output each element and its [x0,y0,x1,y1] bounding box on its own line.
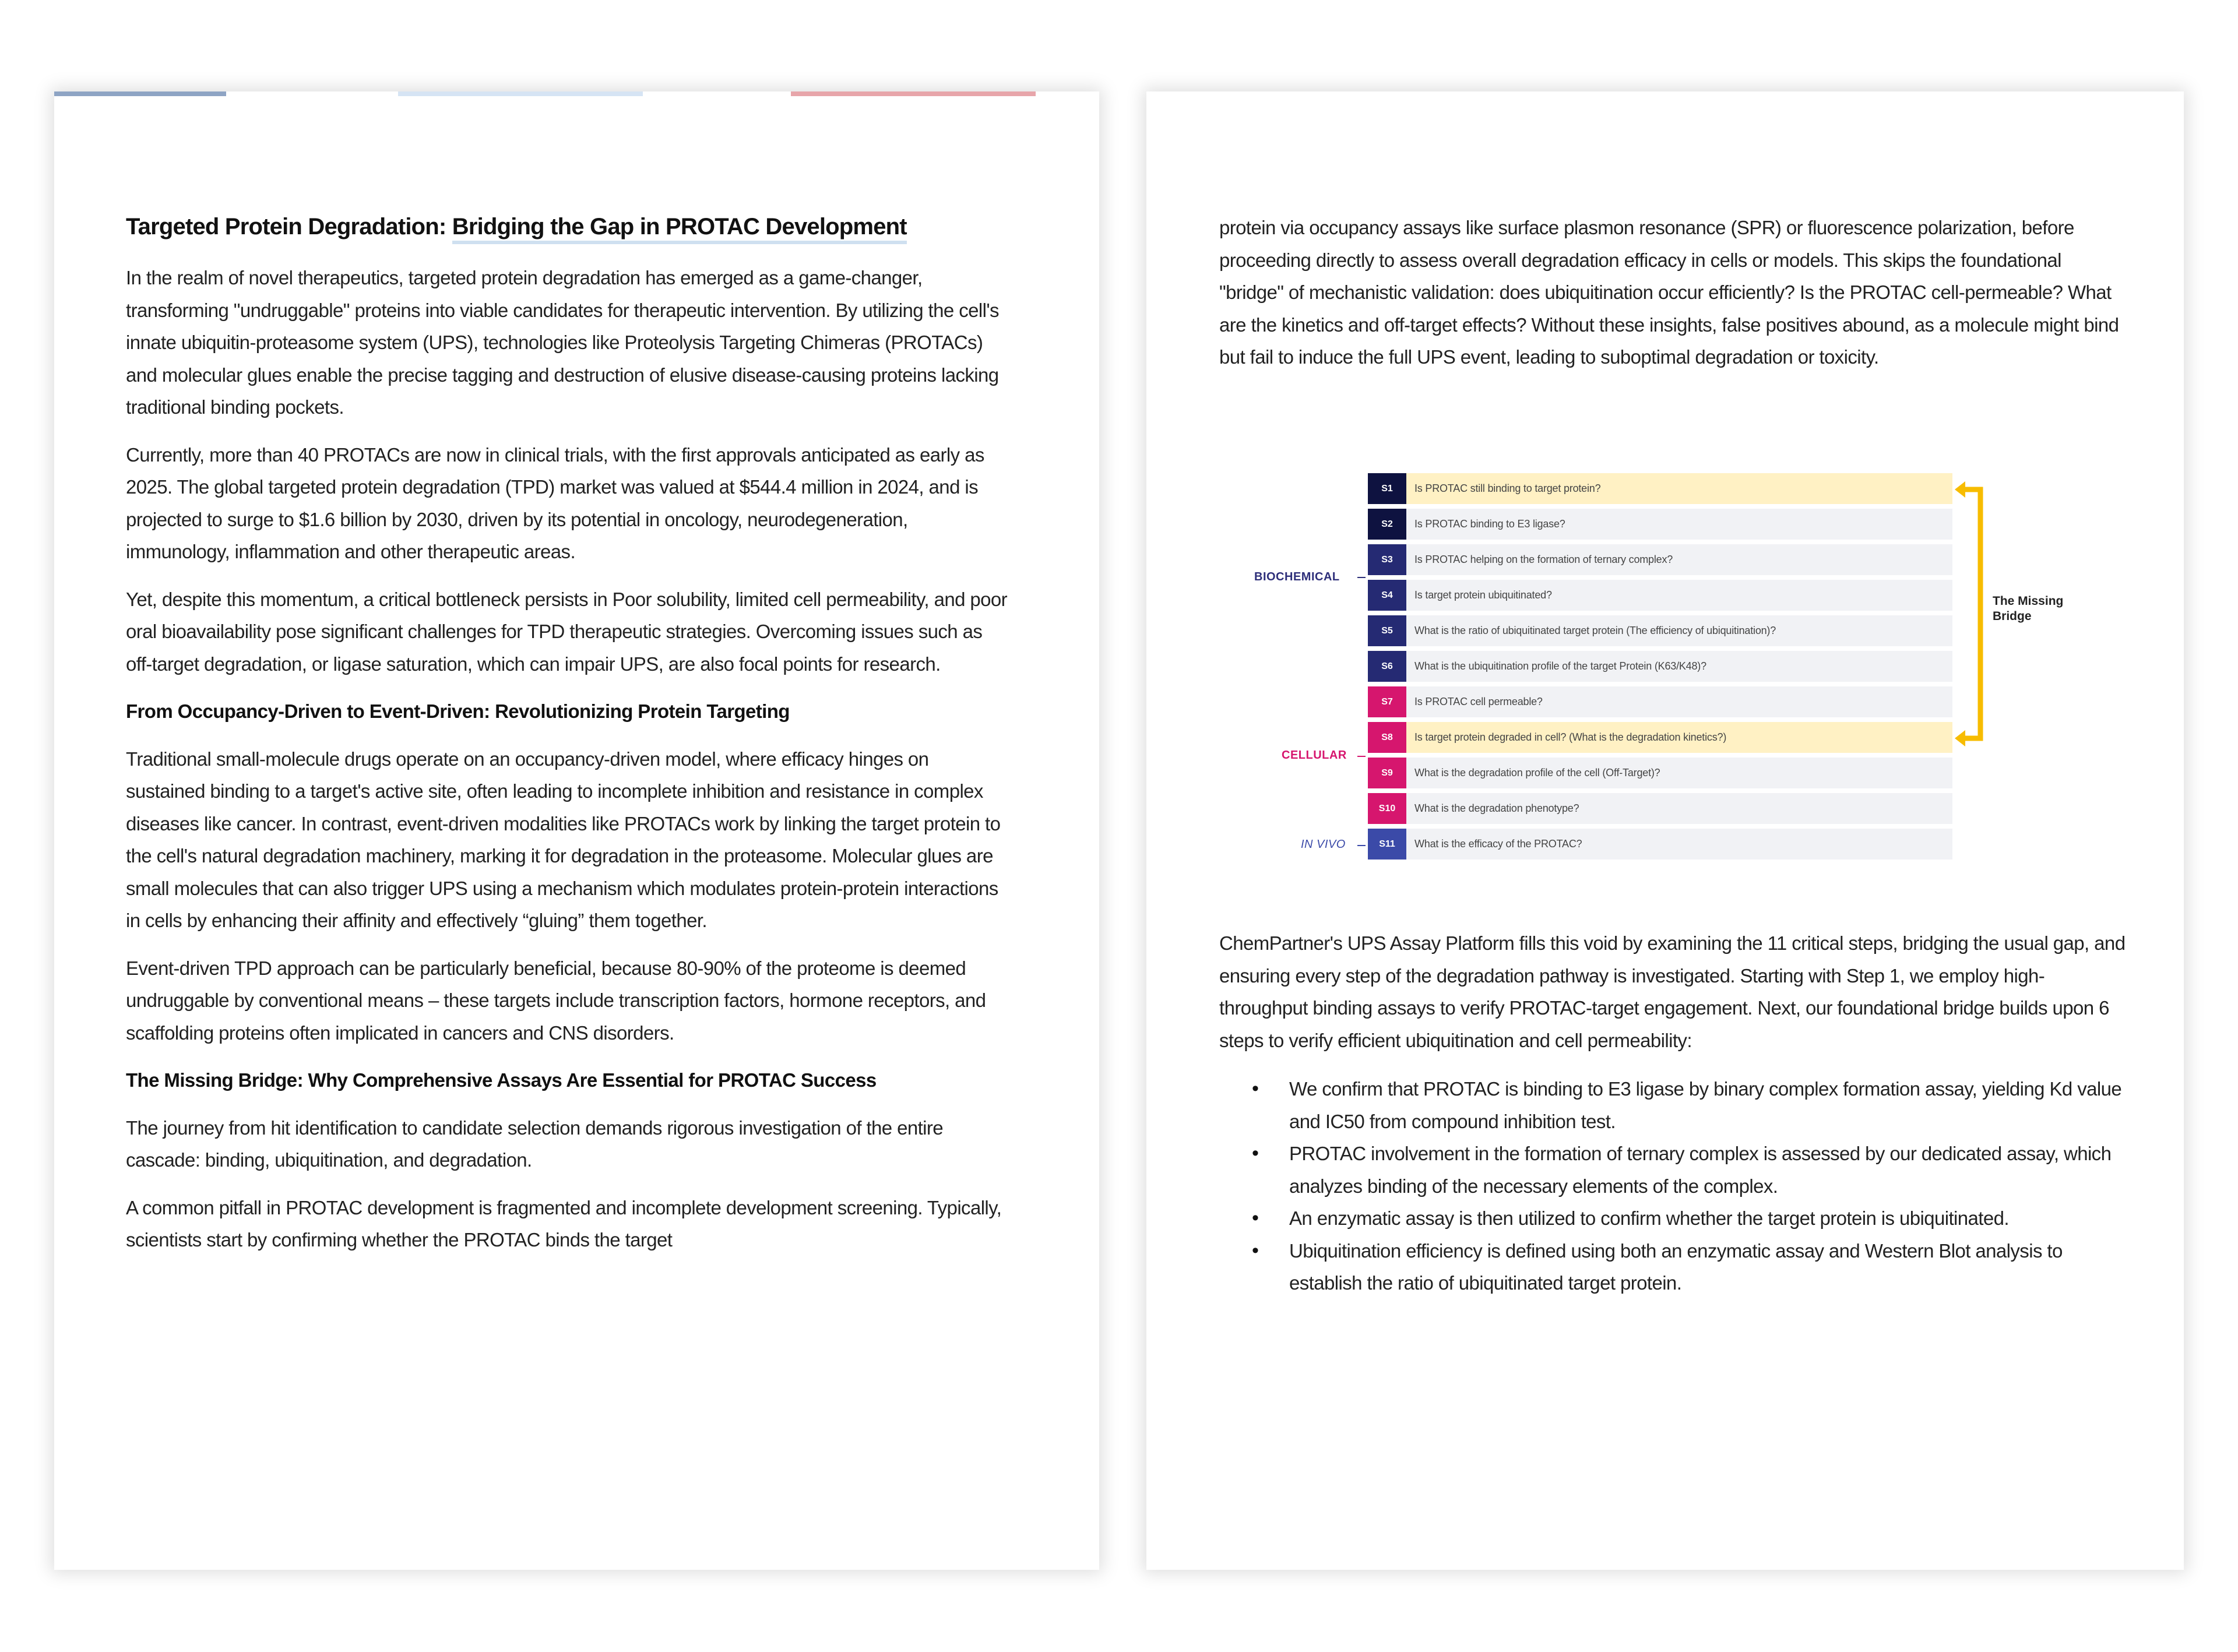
step-badge: S4 [1368,580,1406,611]
group-connector [1357,845,1366,846]
step-text: What is the ubiquitination profile of the target Protein (K63/K48)? [1414,660,1706,672]
bullet-item: • PROTAC involvement in the formation of ternary complex is assessed by our dedicated assay, which analyzes binding of the necessary elements of the complex. [1289,1137,2128,1202]
step-badge: S9 [1368,758,1406,788]
group-connector [1357,577,1366,578]
group-label-in-vivo: IN VIVO [1301,838,1346,851]
step-text: Is PROTAC binding to E3 ligase? [1414,518,1565,530]
paragraph: Currently, more than 40 PROTACs are now in clinical trials, with the first approvals anticipated as early as 2025. The global targeted protein degradation (TPD) market was valued at $544.4 million in 2024, and is projected to surge to $1.6 billion by 2030, driven by its potential in oncology, neurodegeneration, immunology, inflammation and other therapeutic areas. [126,443,984,562]
step-text: What is the efficacy of the PROTAC? [1414,838,1582,850]
section-heading: From Occupancy-Driven to Event-Driven: Revolutionizing Protein Targeting [126,700,790,722]
paragraph: In the realm of novel therapeutics, targeted protein degradation has emerged as a game-changer, transforming "undruggable" proteins into viable candidates for therapeutic intervention. By utilizing the cell's innate ubiquitin-proteasome system (UPS), technologies like Proteolysis Targeting Chimeras (PROTACs) and molecular glues enable the precise tagging and destruction of elusive disease-causing proteins lacking traditional binding pockets. [126,267,999,418]
step-badge: S8 [1368,722,1406,753]
step-text: Is PROTAC helping on the formation of ternary complex? [1414,554,1673,565]
group-label-cellular: CELLULAR [1282,749,1347,762]
paragraph: ChemPartner's UPS Assay Platform fills this void by examining the 11 critical steps, bridging the usual gap, and ensuring every step of the degradation pathway is investigated. Starting with Step 1, we employ high-throughput binding assays to verify PROTAC-target engagement. Next, our foundational bridge builds upon 6 steps to verify efficient ubiquitination and cell permeability: [1219,932,2126,1051]
step-row-s5 [1368,615,1952,646]
bridge-label-line: Bridge [1993,610,2032,623]
step-row-s7 [1368,686,1952,717]
document-page-2 [1146,91,2184,1570]
paragraph: Traditional small-molecule drugs operate on an occupancy-driven model, where efficacy hinges on sustained binding to a target's active site, often leading to incomplete inhibition and resistance in complex diseases like cancer. In contrast, event-driven modalities like PROTACs work by linking the target protein to the cell's natural degradation machinery, marking it for degradation in the proteasome. Molecular glues are small molecules that can also trigger UPS using a mechanism which modulates protein-protein interactions in cells by enhancing their affinity and effectively “gluing” them together. [126,748,1001,931]
assay-steps-diagram [1146,91,2184,851]
page-title [126,214,907,240]
step-badge: S7 [1368,686,1406,717]
header-color-bar-red [791,91,1036,96]
step-badge: S5 [1368,615,1406,646]
bridge-label-line: The Missing [1993,594,2064,608]
step-text: Is target protein degraded in cell? (What is the degradation kinetics?) [1414,731,1727,743]
step-text: Is PROTAC cell permeable? [1414,696,1543,707]
title-accent: Bridging the Gap in PROTAC Development [452,214,907,244]
step-badge: S1 [1368,473,1406,504]
step-row-s8 [1368,722,1952,753]
step-row-s11 [1368,829,1952,860]
bullet-item: • Ubiquitination efficiency is defined using both an enzymatic assay and Western Blot analysis to establish the ratio of ubiquitinated target protein. [1289,1235,2128,1299]
body-text-column [126,262,1012,1271]
paragraph: The journey from hit identification to candidate selection demands rigorous investigation of the entire cascade: binding, ubiquitination, and degradation. [126,1116,944,1171]
bullet-item: • An enzymatic assay is then utilized to confirm whether the target protein is ubiquitinated. [1289,1202,2128,1235]
step-text: What is the degradation profile of the cell (Off-Target)? [1414,767,1660,779]
step-row-s2 [1368,509,1952,540]
step-text: What is the ratio of ubiquitinated target protein (The efficiency of ubiquitination)? [1414,625,1776,636]
section-heading: The Missing Bridge: Why Comprehensive Assays Are Essential for PROTAC Success [126,1069,877,1091]
step-badge: S2 [1368,509,1406,540]
title-prefix: Targeted Protein Degradation: [126,214,452,239]
step-badge: S3 [1368,544,1406,575]
step-row-s4 [1368,580,1952,611]
step-text: Is PROTAC still binding to target protein? [1414,482,1601,494]
missing-bridge-bracket-icon [1954,479,1989,759]
group-connector [1357,756,1366,757]
paragraph: A common pitfall in PROTAC development is fragmented and incomplete development screening. Typically, scientists start by confirming whether the PROTAC binds the target [126,1196,1002,1251]
header-color-bar-lightblue [398,91,643,96]
missing-bridge-label [1993,594,2063,624]
step-text: What is the degradation phenotype? [1414,802,1579,814]
step-row-s3 [1368,544,1952,575]
paragraph: protein via occupancy assays like surface plasmon resonance (SPR) or fluorescence polarization, before proceeding directly to assess overall degradation efficacy in cells or models. This skips the foundational "bridge" of mechanistic validation: does ubiquitination occur efficiently? Is the PROTAC cell-permeable? What are the kinetics and off-target effects? Without these insights, false positives abound, as a molecule might bind but fail to induce the full UPS event, leading to suboptimal degradation or toxicity. [1219,217,2119,368]
step-badge: S6 [1368,651,1406,682]
step-text: Is target protein ubiquitinated? [1414,589,1552,601]
group-label-biochemical: BIOCHEMICAL [1254,570,1340,583]
document-page-1 [54,91,1099,1570]
platform-text [1219,927,2128,1299]
step-row-s9 [1368,758,1952,788]
step-badge: S10 [1368,793,1406,824]
step-row-s1 [1368,473,1952,504]
bullet-item: • We confirm that PROTAC is binding to E3 ligase by binary complex formation assay, yielding Kd value and IC50 from compound inhibition test. [1289,1073,2128,1137]
step-row-s6 [1368,651,1952,682]
paragraph: Yet, despite this momentum, a critical bottleneck persists in Poor solubility, limited cell permeability, and poor oral bioavailability pose significant challenges for TPD therapeutic strategies. Overcoming issues such as off-target degradation, or ligase saturation, which can impair UPS, are also focal points for research. [126,588,1008,675]
step-badge: S11 [1368,829,1406,860]
paragraph: Event-driven TPD approach can be particularly beneficial, because 80-90% of the proteome is deemed undruggable by conventional means – these targets include transcription factors, hormone receptors, and scaffolding proteins often implicated in cancers and CNS disorders. [126,957,986,1044]
step-row-s10 [1368,793,1952,824]
header-color-bar-blue [54,91,226,96]
bullet-list [1219,1073,2128,1299]
